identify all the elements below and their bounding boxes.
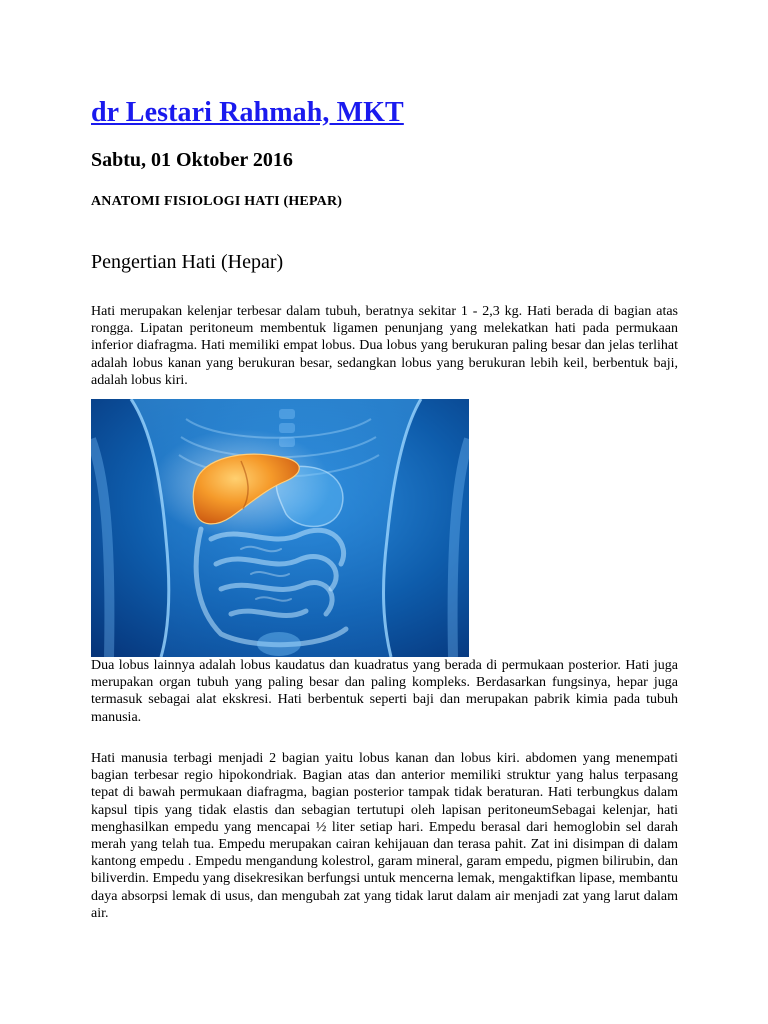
post-title: ANATOMI FISIOLOGI HATI (HEPAR) <box>91 194 343 209</box>
post-date: Sabtu, 01 Oktober 2016 <box>91 149 293 171</box>
liver-anatomy-illustration-icon <box>91 399 469 657</box>
paragraph-lobes: Dua lobus lainnya adalah lobus kaudatus dan kuadratus yang berada di permukaan posterior. Hati juga merupakan organ tubuh yang paling besar dan paling kompleks. Berdasarkan fungsinya, hepar juga termasuk sebagai alat ekskresi. Hati berbentuk seperti baji dan merupakan pabrik kimia pada tubuh manusia. <box>91 658 678 725</box>
liver-anatomy-image <box>91 399 469 657</box>
blog-title-link[interactable]: dr Lestari Rahmah, MKT <box>91 97 404 128</box>
paragraph-function: Hati manusia terbagi menjadi 2 bagian yaitu lobus kanan dan lobus kiri. abdomen yang menempati bagian terbesar regio hipokondriak. Bagian atas dan anterior memiliki struktur yang halus terpasang tepat di bawah permukaan diafragma, bagian posterior tampak tidak beraturan. Hati terbungkus dalam kapsul tipis yang tidak elastis dan sebagian tertutupi oleh lapisan peritoneumSebagai kelenjar, hati menghasilkan empedu yang mencapai ½ liter setiap hari. Empedu berasal dari hemoglobin sel darah merah yang telah tua. Empedu merupakan cairan kehijauan dan terasa pahit. Zat ini disimpan di dalam kantong empedu . Empedu mengandung kolestrol, garam mineral, garam empedu, pigmen bilirubin, dan biliverdin. Empedu yang disekresikan berfungsi untuk mencerna lemak, mengaktifkan lipase, membantu daya absorpsi lemak di usus, dan mengubah zat yang tidak larut dalam air menjadi zat yang larut dalam air. <box>91 751 678 921</box>
paragraph-intro: Hati merupakan kelenjar terbesar dalam tubuh, beratnya sekitar 1 - 2,3 kg. Hati berada di bagian atas rongga. Lipatan peritoneum membentuk ligamen penunjang yang melekatkan hati pada permukaan inferior diafragma. Hati memiliki empat lobus. Dua lobus yang berukuran paling besar dan jelas terlihat adalah lobus kanan yang berukuran besar, sedangkan lobus yang berukuran lebih keil, berbentuk baji, adalah lobus kiri. <box>91 304 678 388</box>
section-heading: Pengertian Hati (Hepar) <box>91 251 284 273</box>
